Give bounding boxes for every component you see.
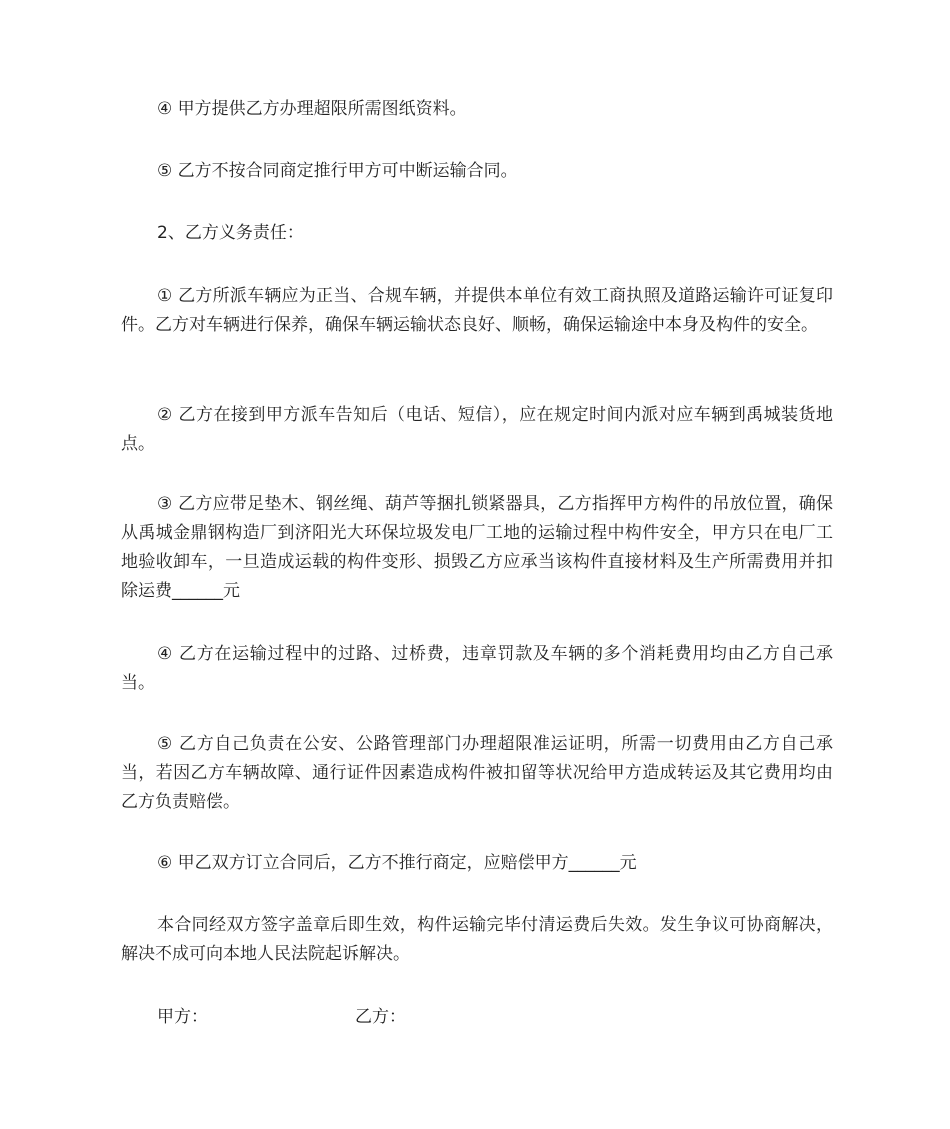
clause-b6: ⑥ 甲乙双方订立合同后，乙方不推行商定，应赔偿甲方______元 bbox=[157, 853, 637, 873]
section-heading-party-b-duties: 2、乙方义务责任： bbox=[157, 223, 304, 243]
clause-b2: ② 乙方在接到甲方派车告知后（电话、短信），应在规定时间内派对应车辆到禹城装货地点。 bbox=[121, 405, 833, 454]
party-a-signature-label: 甲方： bbox=[157, 1007, 208, 1027]
clause-a4: ④ 甲方提供乙方办理超限所需图纸资料。 bbox=[157, 99, 467, 119]
effectiveness-clause: 本合同经双方签字盖章后即生效，构件运输完毕付清运费后失效。发生争议可协商解决，解决不成可向本地人民法院起诉解决。 bbox=[121, 915, 833, 964]
clause-b4: ④ 乙方在运输过程中的过路、过桥费，违章罚款及车辆的多个消耗费用均由乙方自己承当。 bbox=[121, 644, 833, 693]
clause-b3: ③ 乙方应带足垫木、钢丝绳、葫芦等捆扎锁紧器具，乙方指挥甲方构件的吊放位置，确保从禹城金鼎钢构造厂到济阳光大环保垃圾发电厂工地的运输过程中构件安全，甲方只在电厂工地验收卸车，一旦造成运载的构件变形、损毁乙方应承当该构件直接材料及生产所需费用并扣除运费______元 bbox=[121, 494, 833, 601]
party-b-signature-label: 乙方： bbox=[355, 1007, 406, 1027]
clause-b5: ⑤ 乙方自己负责在公安、公路管理部门办理超限准运证明，所需一切费用由乙方自己承当，若因乙方车辆故障、通行证件因素造成构件被扣留等状况给甲方造成转运及其它费用均由乙方负责赔偿。 bbox=[121, 734, 833, 812]
clause-b1: ① 乙方所派车辆应为正当、合规车辆，并提供本单位有效工商执照及道路运输许可证复印件。乙方对车辆进行保养，确保车辆运输状态良好、顺畅，确保运输途中本身及构件的安全。 bbox=[121, 286, 833, 335]
clause-a5: ⑤ 乙方不按合同商定推行甲方可中断运输合同。 bbox=[157, 161, 518, 181]
